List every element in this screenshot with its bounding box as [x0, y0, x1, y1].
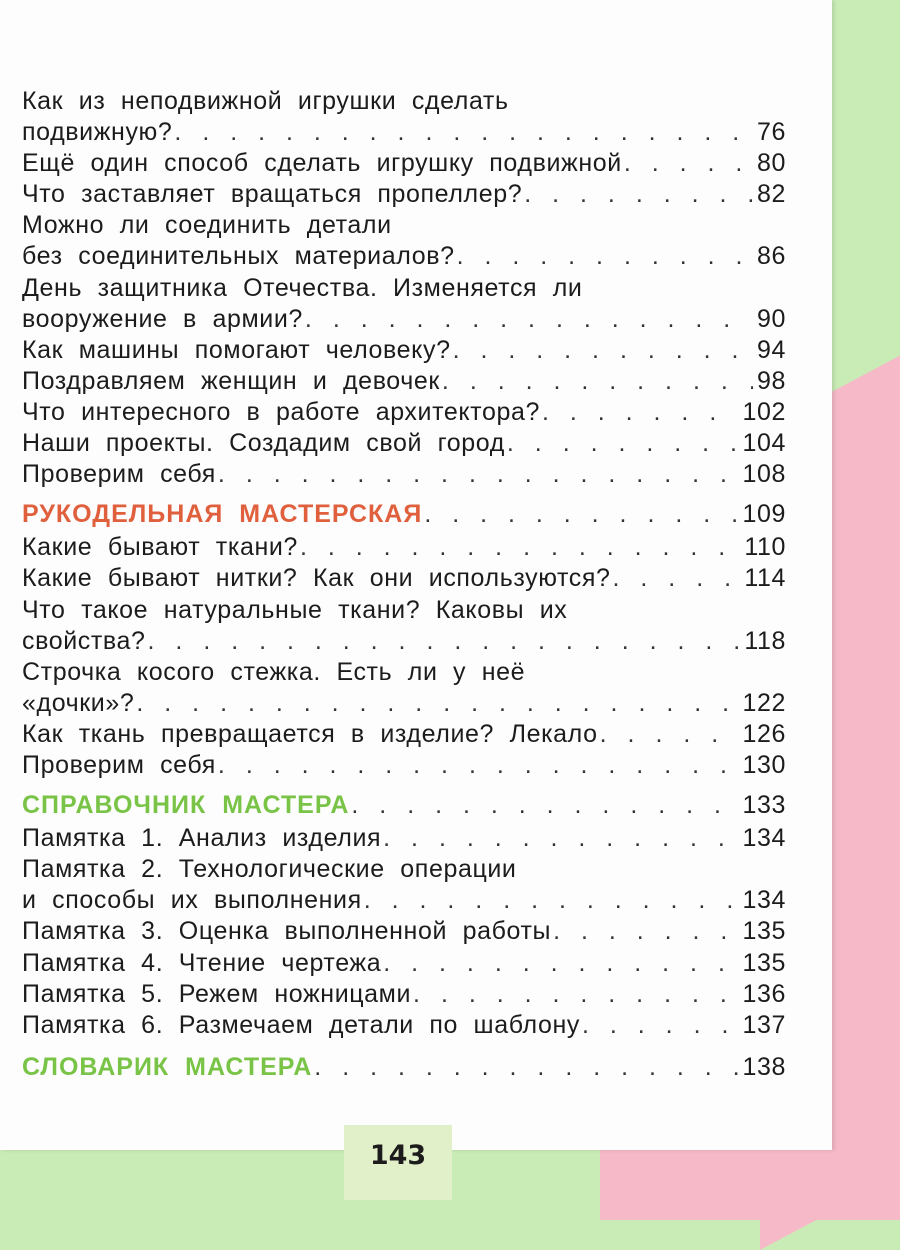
toc-page-number: 114 [744, 564, 786, 593]
toc-entry-line [22, 823, 786, 854]
toc-entry-text: Проверим себя [22, 750, 216, 779]
toc-entry-text: Памятка 3. Оценка выполненной работы [22, 917, 552, 946]
toc-entry-text: Что интересного в работе архитектора? [22, 397, 540, 426]
toc-entry-line [22, 366, 786, 397]
toc-entry-line [22, 979, 786, 1010]
leader-dots [524, 179, 753, 210]
toc-page-number: 135 [742, 917, 786, 946]
leader-dots [542, 397, 739, 428]
leader-dots [351, 790, 738, 821]
toc-page-number: 135 [742, 948, 786, 977]
toc-page-number: 94 [756, 335, 786, 364]
toc-entry-line [22, 657, 786, 688]
section-title: СПРАВОЧНИК МАСТЕРА [22, 791, 350, 820]
toc-entry-text: Памятка 5. Режем ножницами [22, 979, 412, 1008]
toc-page-number: 110 [744, 533, 786, 562]
toc-entry[interactable] [22, 210, 786, 272]
toc-entry[interactable] [22, 657, 786, 719]
toc-entry[interactable] [22, 148, 786, 179]
toc-entry-line [22, 304, 786, 335]
toc-entry[interactable] [22, 719, 786, 750]
toc-entry[interactable] [22, 948, 786, 979]
toc-entry[interactable] [22, 750, 786, 781]
toc-entry-text: Какие бывают нитки? Как они используются? [22, 564, 611, 593]
toc-entry-text: Строчка косого стежка. Есть ли у неё [22, 657, 526, 686]
toc-entry-line [22, 241, 786, 272]
toc-entry-text: Как ткань превращается в изделие? Лекало [22, 719, 598, 748]
toc-entry-line [22, 1010, 786, 1041]
toc-page-number: 122 [742, 688, 786, 717]
toc-entry[interactable] [22, 86, 786, 148]
toc-entry-text: Памятка 4. Чтение чертежа [22, 948, 382, 977]
toc-page-number: 104 [742, 429, 786, 458]
section-page: 133 [742, 791, 786, 820]
toc-entry-line [22, 335, 786, 366]
toc-entry-line [22, 719, 786, 750]
section-title: СЛОВАРИК МАСТЕРА [22, 1052, 313, 1081]
toc-entry-text: Памятка 6. Размечаем детали по шаблону [22, 1010, 580, 1039]
toc-entry-text: свойства? [22, 626, 146, 655]
toc-page-number: 90 [756, 304, 786, 333]
leader-dots [383, 823, 738, 854]
toc-entry-line [22, 459, 786, 490]
toc-entry-line [22, 179, 786, 210]
leader-dots [553, 916, 738, 947]
pink-decoration-bottom [600, 1140, 900, 1220]
toc-page-number: 134 [742, 824, 786, 853]
toc-page-number: 118 [744, 626, 786, 655]
toc-entry-text: Что такое натуральные ткани? Каковы их [22, 595, 568, 624]
toc-entry[interactable] [22, 179, 786, 210]
toc-page-number: 134 [742, 886, 786, 915]
toc-entry[interactable] [22, 854, 786, 916]
toc-entry-line [22, 532, 786, 563]
toc-entry[interactable] [22, 459, 786, 490]
toc-entry-line [22, 948, 786, 979]
toc-entry-line [22, 86, 786, 117]
toc-entry-text: без соединительных материалов? [22, 242, 455, 271]
section-page: 109 [742, 500, 786, 529]
leader-dots [507, 428, 739, 459]
toc-page-number: 102 [742, 397, 786, 426]
toc-entry-text: и способы их выполнения [22, 886, 362, 915]
toc-entry-line [22, 916, 786, 947]
toc-entry[interactable] [22, 428, 786, 459]
section-page: 138 [742, 1052, 786, 1081]
toc-entry-text: Какие бывают ткани? [22, 533, 298, 562]
toc-entry-line [22, 563, 786, 594]
leader-dots [624, 148, 753, 179]
leader-dots [174, 117, 753, 148]
toc-entry[interactable] [22, 366, 786, 397]
leader-dots [300, 532, 740, 563]
toc-entry[interactable] [22, 273, 786, 335]
toc-entry[interactable] [22, 397, 786, 428]
toc-entry-line [22, 595, 786, 626]
toc-entry-line [22, 117, 786, 148]
toc-page-number: 80 [756, 149, 786, 178]
toc-entry-line [22, 428, 786, 459]
toc-entry-text: подвижную? [22, 118, 173, 147]
toc-entry-text: вооружение в армии? [22, 304, 303, 333]
leader-dots [442, 366, 753, 397]
toc-entry-line [22, 885, 786, 916]
leader-dots [364, 885, 739, 916]
leader-dots [457, 241, 753, 272]
toc-page-number: 98 [756, 366, 786, 395]
toc-entry[interactable] [22, 1010, 786, 1041]
leader-dots [600, 719, 739, 750]
leader-dots [383, 948, 738, 979]
toc-entry[interactable] [22, 823, 786, 854]
section-glossary[interactable] [22, 1052, 786, 1083]
leader-dots [136, 688, 738, 719]
toc-entry-text: Ещё один способ сделать игрушку подвижной [22, 149, 622, 178]
page-number: 143 [369, 1140, 427, 1171]
toc-entry-line [22, 854, 786, 885]
toc-entry-text: Памятка 1. Анализ изделия [22, 824, 382, 853]
toc-entry-line [22, 210, 786, 241]
toc-entry[interactable] [22, 532, 786, 563]
toc-entry-line [22, 750, 786, 781]
leader-dots [424, 499, 738, 530]
toc-page-number: 76 [756, 118, 786, 147]
toc-page-number: 136 [742, 979, 786, 1008]
toc-entry-text: Проверим себя [22, 460, 216, 489]
section-reference[interactable] [22, 790, 786, 821]
section-handicraft[interactable] [22, 499, 786, 530]
toc-entry-line [22, 148, 786, 179]
leader-dots [413, 979, 738, 1010]
leader-dots [314, 1052, 738, 1083]
toc-entry-text: Как из неподвижной игрушки сделать [22, 87, 509, 115]
toc-group-a [22, 86, 786, 490]
toc-group-c [22, 823, 786, 1041]
toc-entry-line [22, 626, 786, 657]
leader-dots [218, 750, 739, 781]
toc-page-number: 108 [742, 460, 786, 489]
toc-group-b [22, 532, 786, 781]
toc-page-number: 82 [756, 180, 786, 209]
toc-entry-text: Наши проекты. Создадим свой город [22, 429, 505, 458]
toc-entry[interactable] [22, 335, 786, 366]
toc-entry-line [22, 397, 786, 428]
toc-entry-text: Что заставляет вращаться пропеллер? [22, 180, 523, 209]
section-title: РУКОДЕЛЬНАЯ МАСТЕРСКАЯ [22, 500, 423, 529]
leader-dots [218, 459, 739, 490]
toc-entry-text: Поздравляем женщин и девочек [22, 366, 440, 395]
toc-entry-line [22, 688, 786, 719]
toc-entry-text: «дочки»? [22, 688, 135, 717]
toc-entry-text: День защитника Отечества. Изменяется ли [22, 273, 583, 302]
toc-page-number: 130 [742, 750, 786, 779]
table-of-contents [22, 86, 786, 1085]
toc-entry[interactable] [22, 563, 786, 594]
toc-entry-text: Как машины помогают человеку? [22, 335, 451, 364]
toc-page-number: 137 [742, 1010, 786, 1039]
leader-dots [582, 1010, 738, 1041]
leader-dots [613, 563, 741, 594]
toc-page-number: 126 [742, 719, 786, 748]
toc-entry[interactable] [22, 916, 786, 947]
toc-page-number: 86 [756, 242, 786, 271]
toc-entry-text: Можно ли соединить детали [22, 211, 392, 240]
toc-entry-text: Памятка 2. Технологические операции [22, 855, 517, 884]
toc-entry[interactable] [22, 979, 786, 1010]
leader-dots [148, 626, 741, 657]
leader-dots [305, 304, 753, 335]
toc-entry[interactable] [22, 595, 786, 657]
leader-dots [453, 335, 753, 366]
toc-entry-line [22, 273, 786, 304]
